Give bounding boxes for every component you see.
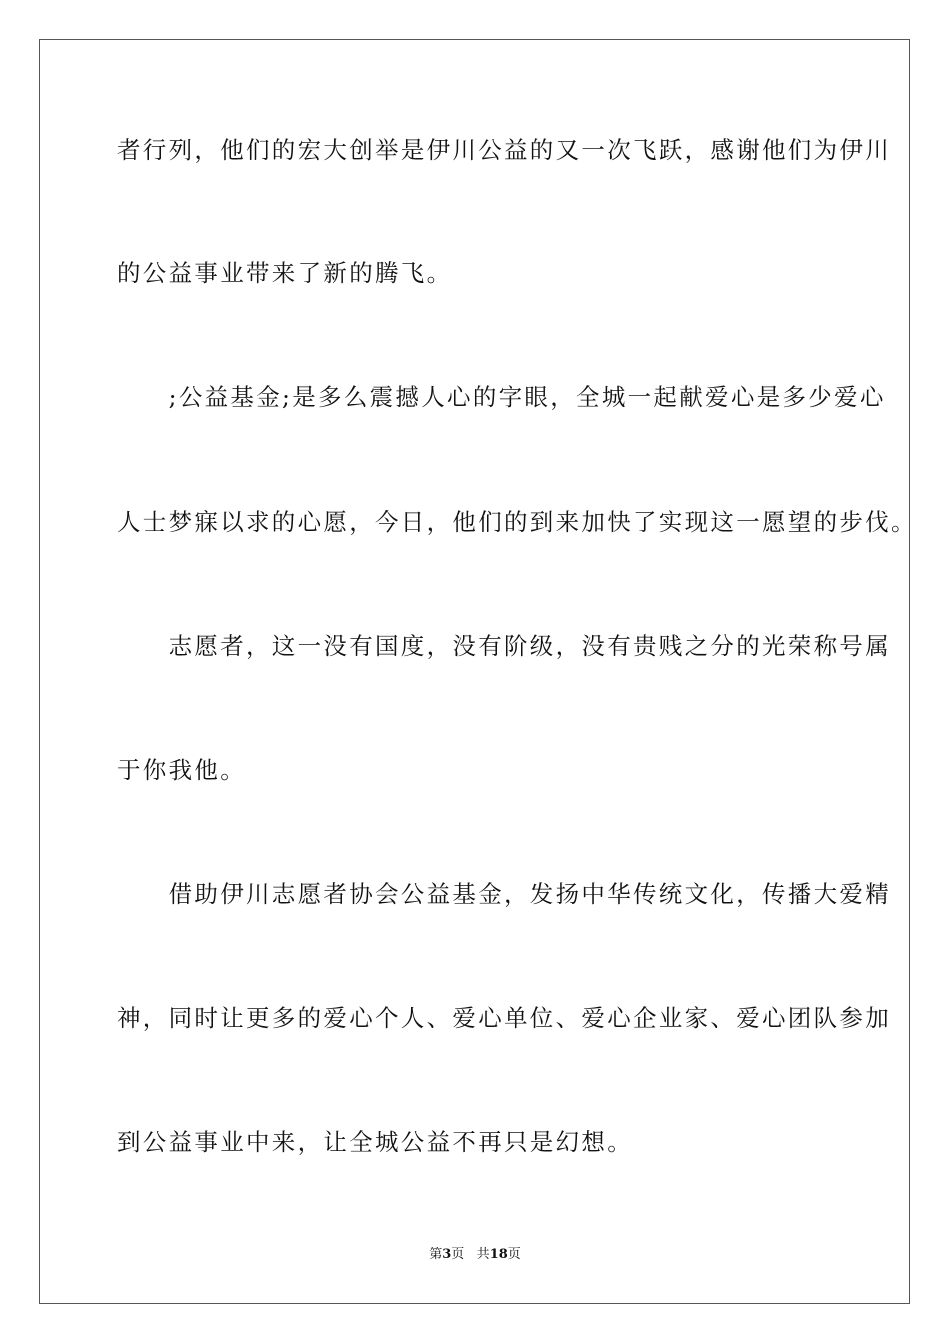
body-text-line: 人士梦寐以求的心愿，今日，他们的到来加快了实现这一愿望的步伐。: [117, 508, 917, 536]
body-text-line: 者行列，他们的宏大创举是伊川公益的又一次飞跃，感谢他们为伊川: [117, 136, 891, 164]
total-pages: 18: [489, 1247, 508, 1262]
body-text-line: 于你我他。: [117, 756, 246, 784]
body-text-line: 神，同时让更多的爱心个人、爱心单位、爱心企业家、爱心团队参加: [117, 1004, 891, 1032]
page-prefix: 第: [429, 1247, 443, 1262]
page-number: 3: [442, 1247, 452, 1262]
body-text-line: 的公益事业带来了新的腾飞。: [117, 259, 453, 287]
page-footer: [0, 1246, 950, 1264]
body-text-line: 到公益事业中来，让全城公益不再只是幻想。: [117, 1128, 633, 1156]
total-prefix: 共: [476, 1247, 490, 1262]
body-text-line: ;公益基金;是多么震撼人心的字眼，全城一起献爱心是多少爱心: [117, 383, 886, 411]
total-suffix: 页: [507, 1247, 521, 1262]
body-text-line: 志愿者，这一没有国度，没有阶级，没有贵贱之分的光荣称号属: [117, 632, 891, 660]
body-text-line: 借助伊川志愿者协会公益基金，发扬中华传统文化，传播大爱精: [117, 880, 891, 908]
page-border: [39, 39, 910, 1304]
page-suffix: 页: [451, 1247, 465, 1262]
